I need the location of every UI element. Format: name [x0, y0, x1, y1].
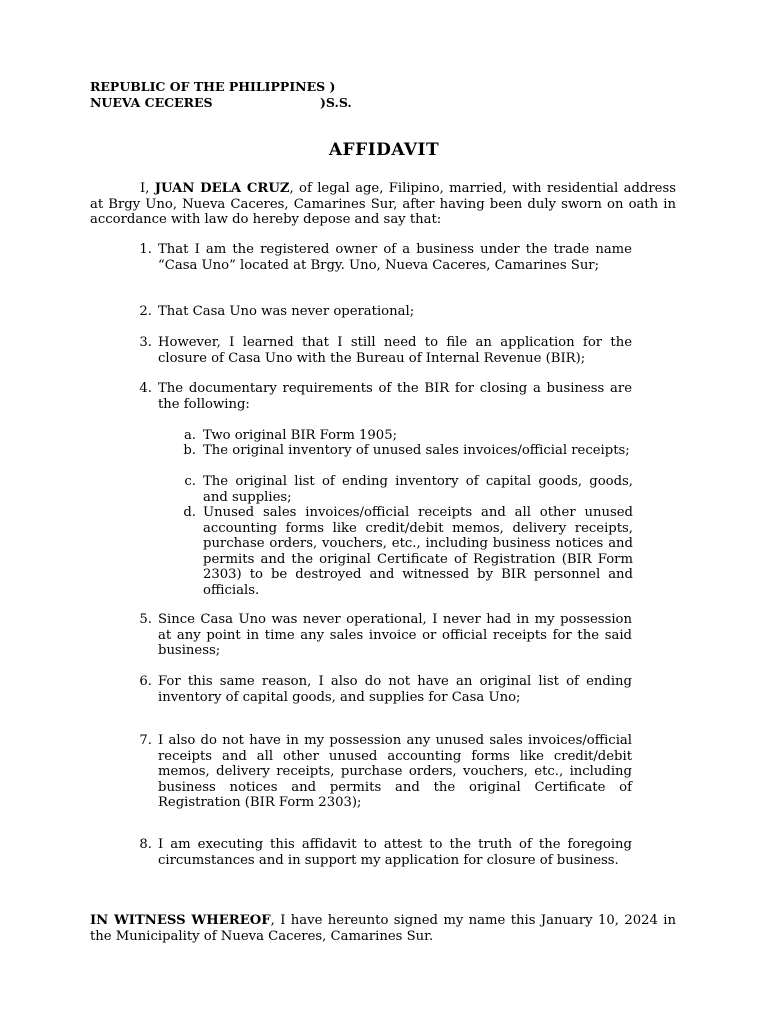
intro-lead: I,: [140, 181, 155, 196]
witness-heading: IN WITNESS WHEREOF: [90, 913, 271, 928]
venue-city-text: NUEVA CECERES: [90, 95, 213, 110]
item-text: I am executing this affidavit to attest to the truth of the foregoing circumstances and in support my application for closure of business.: [158, 837, 632, 868]
list-item: [130, 837, 632, 868]
venue-line-city: [90, 95, 352, 111]
sub-item-letter: b.: [183, 443, 196, 458]
sub-item-letter: a.: [183, 428, 196, 443]
venue-ss-mark: )S.S.: [320, 95, 352, 110]
list-item: [130, 335, 632, 366]
witness-paragraph: [90, 913, 676, 944]
sub-list-item: [176, 474, 633, 505]
sub-item-text: The original list of ending inventory of capital goods, goods, and supplies;: [203, 474, 633, 505]
sub-list-item: [176, 428, 633, 444]
item-text: That I am the registered owner of a business under the trade name “Casa Uno” located at Brgy. Uno, Nueva Caceres, Camarines Sur;: [158, 242, 632, 273]
item-text: For this same reason, I also do not have an original list of ending inventory of capital goods, and supplies for Casa Uno;: [158, 674, 632, 705]
sub-list-item: [176, 505, 633, 598]
sub-item-text: The original inventory of unused sales invoices/official receipts;: [203, 443, 630, 458]
item-number: 5.: [139, 612, 152, 627]
item-number: 6.: [139, 674, 152, 689]
sub-list-item: [176, 443, 633, 459]
item-text: I also do not have in my possession any unused sales invoices/official receipts and all other unused accounting forms like credit/debit memos, delivery receipts, purchase orders, vouchers, etc., including business notices and permits and the original Certificate of Registration (BIR Form 2303);: [158, 733, 632, 810]
item-text: Since Casa Uno was never operational, I never had in my possession at any point in time any sales invoice or official receipts for the said business;: [158, 612, 632, 658]
item-text: That Casa Uno was never operational;: [158, 304, 415, 319]
item-number: 8.: [139, 837, 152, 852]
venue-country-text: REPUBLIC OF THE PHILIPPINES ): [90, 79, 336, 94]
list-item: [130, 674, 632, 705]
intro-paragraph: [90, 181, 676, 228]
list-item: [130, 381, 632, 412]
witness-text: , I have hereunto signed my name this January 10, 2024 in the Municipality of Nueva Caceres, Camarines Sur.: [90, 913, 676, 944]
item-number: 2.: [139, 304, 152, 319]
item-number: 1.: [139, 242, 152, 257]
list-item: [130, 304, 632, 320]
sub-item-text: Two original BIR Form 1905;: [203, 428, 398, 443]
sub-item-letter: d.: [183, 505, 196, 520]
list-item: [130, 612, 632, 659]
sub-item-letter: c.: [184, 474, 196, 489]
item-number: 4.: [139, 381, 152, 396]
affiant-name: JUAN DELA CRUZ: [154, 181, 290, 196]
intro-rest: , of legal age, Filipino, married, with residential address at Brgy Uno, Nueva Caceres, Camarines Sur, after having been duly sworn on oath in accordance with law do hereby depose and say that:: [90, 181, 676, 227]
item-text: However, I learned that I still need to file an application for the closure of Casa Uno with the Bureau of Internal Revenue (BIR);: [158, 335, 632, 366]
sub-item-text: Unused sales invoices/official receipts and all other unused accounting forms like credit/debit memos, delivery receipts, purchase orders, vouchers, etc., including business notices and permits and the original Certificate of Registration (BIR Form 2303) to be destroyed and witnessed by BIR personnel and officials.: [203, 505, 633, 598]
list-item: [130, 733, 632, 811]
venue-line-country: [90, 79, 335, 95]
item-number: 7.: [139, 733, 152, 748]
item-number: 3.: [139, 335, 152, 350]
document-title: AFFIDAVIT: [328, 140, 440, 160]
list-item: [130, 242, 632, 273]
item-text: The documentary requirements of the BIR for closing a business are the following:: [158, 381, 632, 412]
